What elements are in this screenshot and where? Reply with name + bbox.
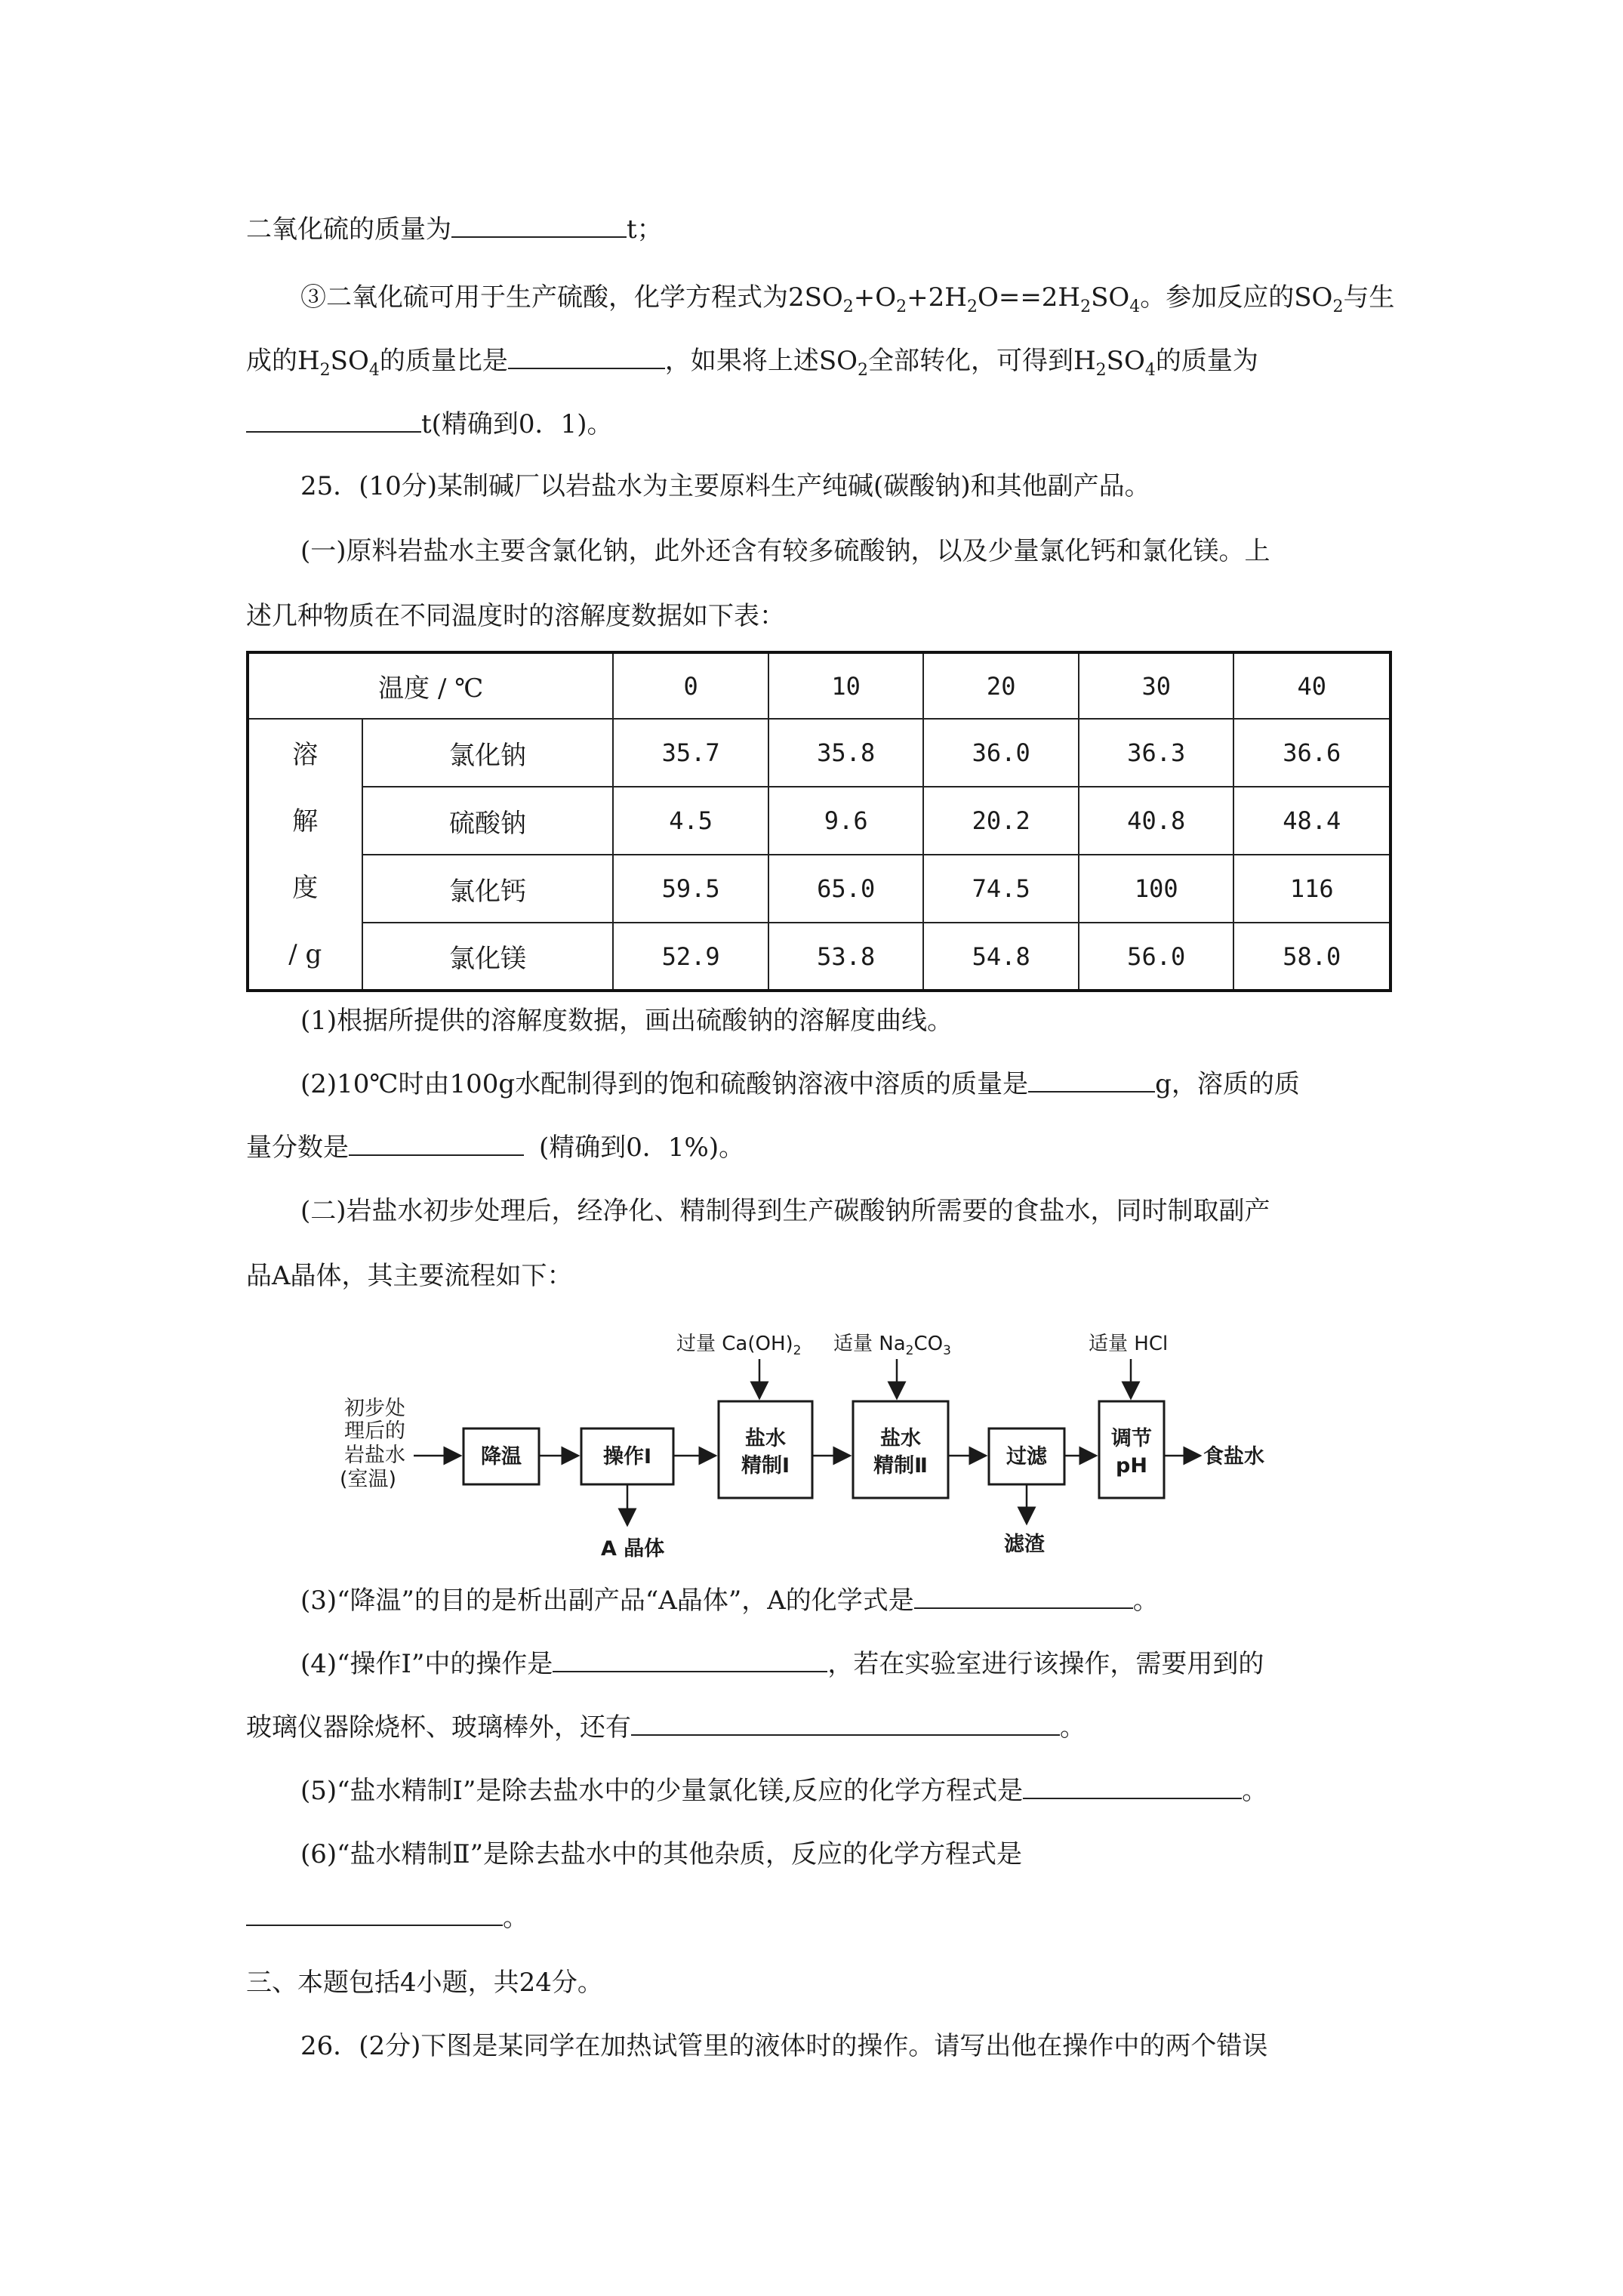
q25-part2-line1: (二)岩盐水初步处理后，经净化、精制得到生产碳酸钠所需要的食盐水，同时制取副产: [300, 1196, 1270, 1226]
substance-name: 硫酸钠: [362, 787, 614, 855]
table-cell: 100: [1079, 855, 1234, 923]
solubility-table: [246, 651, 1392, 992]
table-row: [248, 787, 1390, 855]
temp-cell: 30: [1079, 652, 1234, 719]
table-cell: 116: [1233, 855, 1390, 923]
svg-text:过滤: 过滤: [1006, 1445, 1047, 1469]
table-cell: 59.5: [613, 855, 768, 923]
table-cell: 9.6: [768, 787, 924, 855]
table-row: [248, 719, 1390, 787]
input-label: [340, 1397, 405, 1491]
q26-text: 26．(2分)下图是某同学在加热试管里的液体时的操作。请写出他在操作中的两个错误: [300, 2031, 1268, 2061]
temp-cell: 0: [613, 652, 768, 719]
answer-blank[interactable]: [1023, 1775, 1242, 1799]
table-cell: 4.5: [613, 787, 768, 855]
section-3-heading: 三、本题包括4小题，共24分。: [246, 1968, 603, 1998]
table-cell: 74.5: [923, 855, 1079, 923]
table-cell: 58.0: [1233, 923, 1390, 991]
q25-sub6: (6)“盐水精制Ⅱ”是除去盐水中的其他杂质，反应的化学方程式是: [300, 1839, 1023, 1869]
q24-line3: 成的$H_2SO_4$的质量比是 ，如果将上述$SO_2$全部转化，可得到$H_2SO_4$的质量为: [246, 346, 1258, 380]
svg-text:调节: 调节: [1111, 1427, 1152, 1450]
q25-sub3: (3)“降温”的目的是析出副产品“A晶体”，A的化学式是 。: [300, 1586, 1159, 1616]
table-cell: 36.3: [1079, 719, 1234, 787]
q25-sub2: (2)10℃时由100g水配制得到的饱和硫酸钠溶液中溶质的质量是 g，溶质的质: [300, 1069, 1300, 1099]
svg-text:A 晶体: A 晶体: [601, 1537, 665, 1561]
table-row: [248, 855, 1390, 923]
table-cell: 20.2: [923, 787, 1079, 855]
solubility-side-label: 溶 解 度 / g: [248, 719, 362, 991]
svg-text:食盐水: 食盐水: [1203, 1445, 1264, 1469]
table-cell: 40.8: [1079, 787, 1234, 855]
svg-text:滤渣: 滤渣: [1004, 1533, 1045, 1556]
q24-line4: t(精确到0．1)。: [246, 408, 612, 441]
temp-cell: 10: [768, 652, 924, 719]
q25-sub6-cont: 。: [246, 1901, 528, 1934]
svg-text:适量 Na2CO3: 适量 $Na_2CO_3$: [833, 1333, 951, 1358]
answer-blank[interactable]: [349, 1132, 524, 1156]
svg-text:操作Ⅰ: 操作Ⅰ: [602, 1445, 652, 1469]
q25-part2-line2: 品A晶体，其主要流程如下：: [246, 1261, 573, 1291]
q25-part1-line1: (一)原料岩盐水主要含氯化钠，此外还含有较多硫酸钠，以及少量氯化钙和氯化镁。上: [300, 536, 1270, 566]
temp-cell: 20: [923, 652, 1079, 719]
table-cell: 56.0: [1079, 923, 1234, 991]
table-cell: 35.7: [613, 719, 768, 787]
q25-sub4: (4)“操作I”中的操作是 ，若在实验室进行该操作，需要用到的: [300, 1649, 1264, 1679]
substance-name: 氯化镁: [362, 923, 614, 991]
svg-text:理后的: 理后的: [344, 1419, 405, 1443]
svg-text:过量 Ca(OH)2: 过量 $Ca(OH)_2$: [676, 1333, 802, 1358]
table-cell: 54.8: [923, 923, 1079, 991]
answer-blank[interactable]: [1028, 1068, 1155, 1093]
substance-name: 氯化钙: [362, 855, 614, 923]
table-row: [248, 923, 1390, 991]
substance-name: 氯化钠: [362, 719, 614, 787]
table-cell: 36.0: [923, 719, 1079, 787]
q25-title: 25．(10分)某制碱厂以岩盐水为主要原料生产纯碱(碳酸钠)和其他副产品。: [300, 471, 1150, 501]
process-flow-diagram: [332, 1323, 1313, 1578]
answer-blank[interactable]: [246, 1902, 503, 1926]
table-cell: 36.6: [1233, 719, 1390, 787]
answer-blank[interactable]: [246, 408, 421, 433]
q25-sub4-cont: 玻璃仪器除烧杯、玻璃棒外，还有 。: [246, 1712, 1086, 1743]
table-cell: 48.4: [1233, 787, 1390, 855]
q25-sub2-cont: 量分数是 (精确到0．1%)。: [246, 1133, 745, 1163]
q25-sub5: (5)“盐水精制I”是除去盐水中的少量氯化镁,反应的化学方程式是 。: [300, 1776, 1268, 1806]
answer-blank[interactable]: [553, 1648, 827, 1672]
table-cell: 52.9: [613, 923, 768, 991]
svg-text:精制Ⅱ: 精制Ⅱ: [873, 1454, 928, 1478]
svg-text:盐水: 盐水: [745, 1427, 786, 1450]
svg-text:岩盐水: 岩盐水: [344, 1444, 405, 1467]
temp-cell: 40: [1233, 652, 1390, 719]
svg-text:(室温): (室温): [340, 1468, 397, 1491]
answer-blank[interactable]: [508, 345, 665, 369]
table-cell: 35.8: [768, 719, 924, 787]
answer-blank[interactable]: [631, 1712, 1060, 1736]
svg-text:盐水: 盐水: [880, 1427, 921, 1450]
svg-text:适量 HCl: 适量 HCl: [1089, 1333, 1169, 1355]
table-cell: 53.8: [768, 923, 924, 991]
temperature-header: 温度 / ℃: [248, 652, 613, 719]
svg-text:降温: 降温: [481, 1445, 522, 1469]
q25-sub1: (1)根据所提供的溶解度数据，画出硫酸钠的溶解度曲线。: [300, 1006, 953, 1036]
svg-text:初步处: 初步处: [344, 1397, 405, 1420]
svg-text:pH: pH: [1116, 1454, 1147, 1478]
answer-blank[interactable]: [451, 214, 627, 238]
q25-part1-line2: 述几种物质在不同温度时的溶解度数据如下表：: [246, 601, 785, 631]
svg-text:精制Ⅰ: 精制Ⅰ: [741, 1454, 790, 1478]
answer-blank[interactable]: [914, 1585, 1133, 1609]
table-cell: 65.0: [768, 855, 924, 923]
table-header-row: [248, 652, 1390, 719]
q24-line2: ③二氧化硫可用于生产硫酸，化学方程式为$2SO_2+O_2+2H_2O==2H_2SO_4$。参加反应的$SO_2$与生: [300, 282, 1395, 316]
q24-line1: 二氧化硫的质量为 t；: [246, 214, 663, 245]
